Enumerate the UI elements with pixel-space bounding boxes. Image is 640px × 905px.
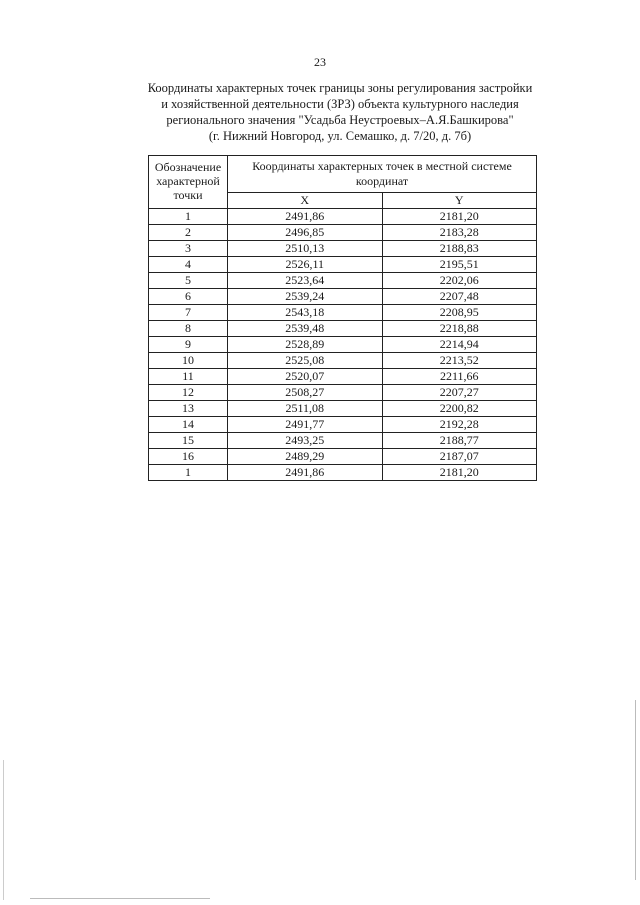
y-coordinate-cell: 2187,07 — [382, 449, 537, 465]
point-number-cell: 10 — [149, 353, 228, 369]
point-number-cell: 14 — [149, 417, 228, 433]
scan-artifact-bottom — [30, 898, 210, 899]
x-coordinate-cell: 2511,08 — [228, 401, 383, 417]
table-row — [149, 209, 537, 225]
y-coordinate-cell: 2181,20 — [382, 465, 537, 481]
y-coordinate-cell: 2183,28 — [382, 225, 537, 241]
title-line-3: регионального значения "Усадьба Неустроевых–А.Я.Башкирова" — [166, 113, 514, 127]
title-line-2: и хозяйственной деятельности (ЗРЗ) объекта культурного наследия — [161, 97, 519, 111]
table-row — [149, 369, 537, 385]
table-body — [149, 209, 537, 481]
header-point-designation: Обозначение характерной точки — [149, 156, 228, 209]
table-row — [149, 273, 537, 289]
scan-artifact-left — [3, 760, 4, 900]
point-number-cell: 16 — [149, 449, 228, 465]
y-coordinate-cell: 2207,48 — [382, 289, 537, 305]
header-y: Y — [382, 193, 537, 209]
title-line-4: (г. Нижний Новгород, ул. Семашко, д. 7/20, д. 7б) — [208, 129, 472, 143]
point-number-cell: 1 — [149, 209, 228, 225]
point-number-cell: 1 — [149, 465, 228, 481]
point-number-cell: 8 — [149, 321, 228, 337]
y-coordinate-cell: 2188,77 — [382, 433, 537, 449]
point-number-cell: 13 — [149, 401, 228, 417]
x-coordinate-cell: 2489,29 — [228, 449, 383, 465]
point-number-cell: 5 — [149, 273, 228, 289]
point-number-cell: 2 — [149, 225, 228, 241]
y-coordinate-cell: 2192,28 — [382, 417, 537, 433]
point-number-cell: 7 — [149, 305, 228, 321]
table-row — [149, 353, 537, 369]
table-row — [149, 305, 537, 321]
point-number-cell: 15 — [149, 433, 228, 449]
x-coordinate-cell: 2508,27 — [228, 385, 383, 401]
table-row — [149, 417, 537, 433]
x-coordinate-cell: 2491,86 — [228, 209, 383, 225]
document-title — [140, 80, 540, 144]
y-coordinate-cell: 2218,88 — [382, 321, 537, 337]
table-row — [149, 289, 537, 305]
header-x: X — [228, 193, 383, 209]
table-row — [149, 337, 537, 353]
x-coordinate-cell: 2543,18 — [228, 305, 383, 321]
y-coordinate-cell: 2207,27 — [382, 385, 537, 401]
title-line-1: Координаты характерных точек границы зоны регулирования застройки — [147, 81, 533, 95]
x-coordinate-cell: 2491,86 — [228, 465, 383, 481]
y-coordinate-cell: 2202,06 — [382, 273, 537, 289]
table-row — [149, 385, 537, 401]
table-row — [149, 449, 537, 465]
x-coordinate-cell: 2523,64 — [228, 273, 383, 289]
table-row — [149, 401, 537, 417]
table-row — [149, 257, 537, 273]
y-coordinate-cell: 2208,95 — [382, 305, 537, 321]
x-coordinate-cell: 2528,89 — [228, 337, 383, 353]
y-coordinate-cell: 2211,66 — [382, 369, 537, 385]
point-number-cell: 6 — [149, 289, 228, 305]
header-coordinate-system: Координаты характерных точек в местной системе координат — [228, 156, 537, 193]
x-coordinate-cell: 2539,48 — [228, 321, 383, 337]
x-coordinate-cell: 2493,25 — [228, 433, 383, 449]
table-row — [149, 433, 537, 449]
table-row — [149, 321, 537, 337]
y-coordinate-cell: 2188,83 — [382, 241, 537, 257]
y-coordinate-cell: 2195,51 — [382, 257, 537, 273]
table-row — [149, 241, 537, 257]
x-coordinate-cell: 2496,85 — [228, 225, 383, 241]
table-row — [149, 225, 537, 241]
x-coordinate-cell: 2491,77 — [228, 417, 383, 433]
y-coordinate-cell: 2213,52 — [382, 353, 537, 369]
page-number: 23 — [314, 55, 326, 69]
point-number-cell: 9 — [149, 337, 228, 353]
x-coordinate-cell: 2539,24 — [228, 289, 383, 305]
scan-artifact-right — [635, 700, 636, 880]
x-coordinate-cell: 2526,11 — [228, 257, 383, 273]
y-coordinate-cell: 2181,20 — [382, 209, 537, 225]
y-coordinate-cell: 2200,82 — [382, 401, 537, 417]
x-coordinate-cell: 2520,07 — [228, 369, 383, 385]
x-coordinate-cell: 2510,13 — [228, 241, 383, 257]
table-row — [149, 465, 537, 481]
y-coordinate-cell: 2214,94 — [382, 337, 537, 353]
point-number-cell: 4 — [149, 257, 228, 273]
point-number-cell: 11 — [149, 369, 228, 385]
x-coordinate-cell: 2525,08 — [228, 353, 383, 369]
coordinates-table — [148, 155, 537, 481]
point-number-cell: 12 — [149, 385, 228, 401]
point-number-cell: 3 — [149, 241, 228, 257]
